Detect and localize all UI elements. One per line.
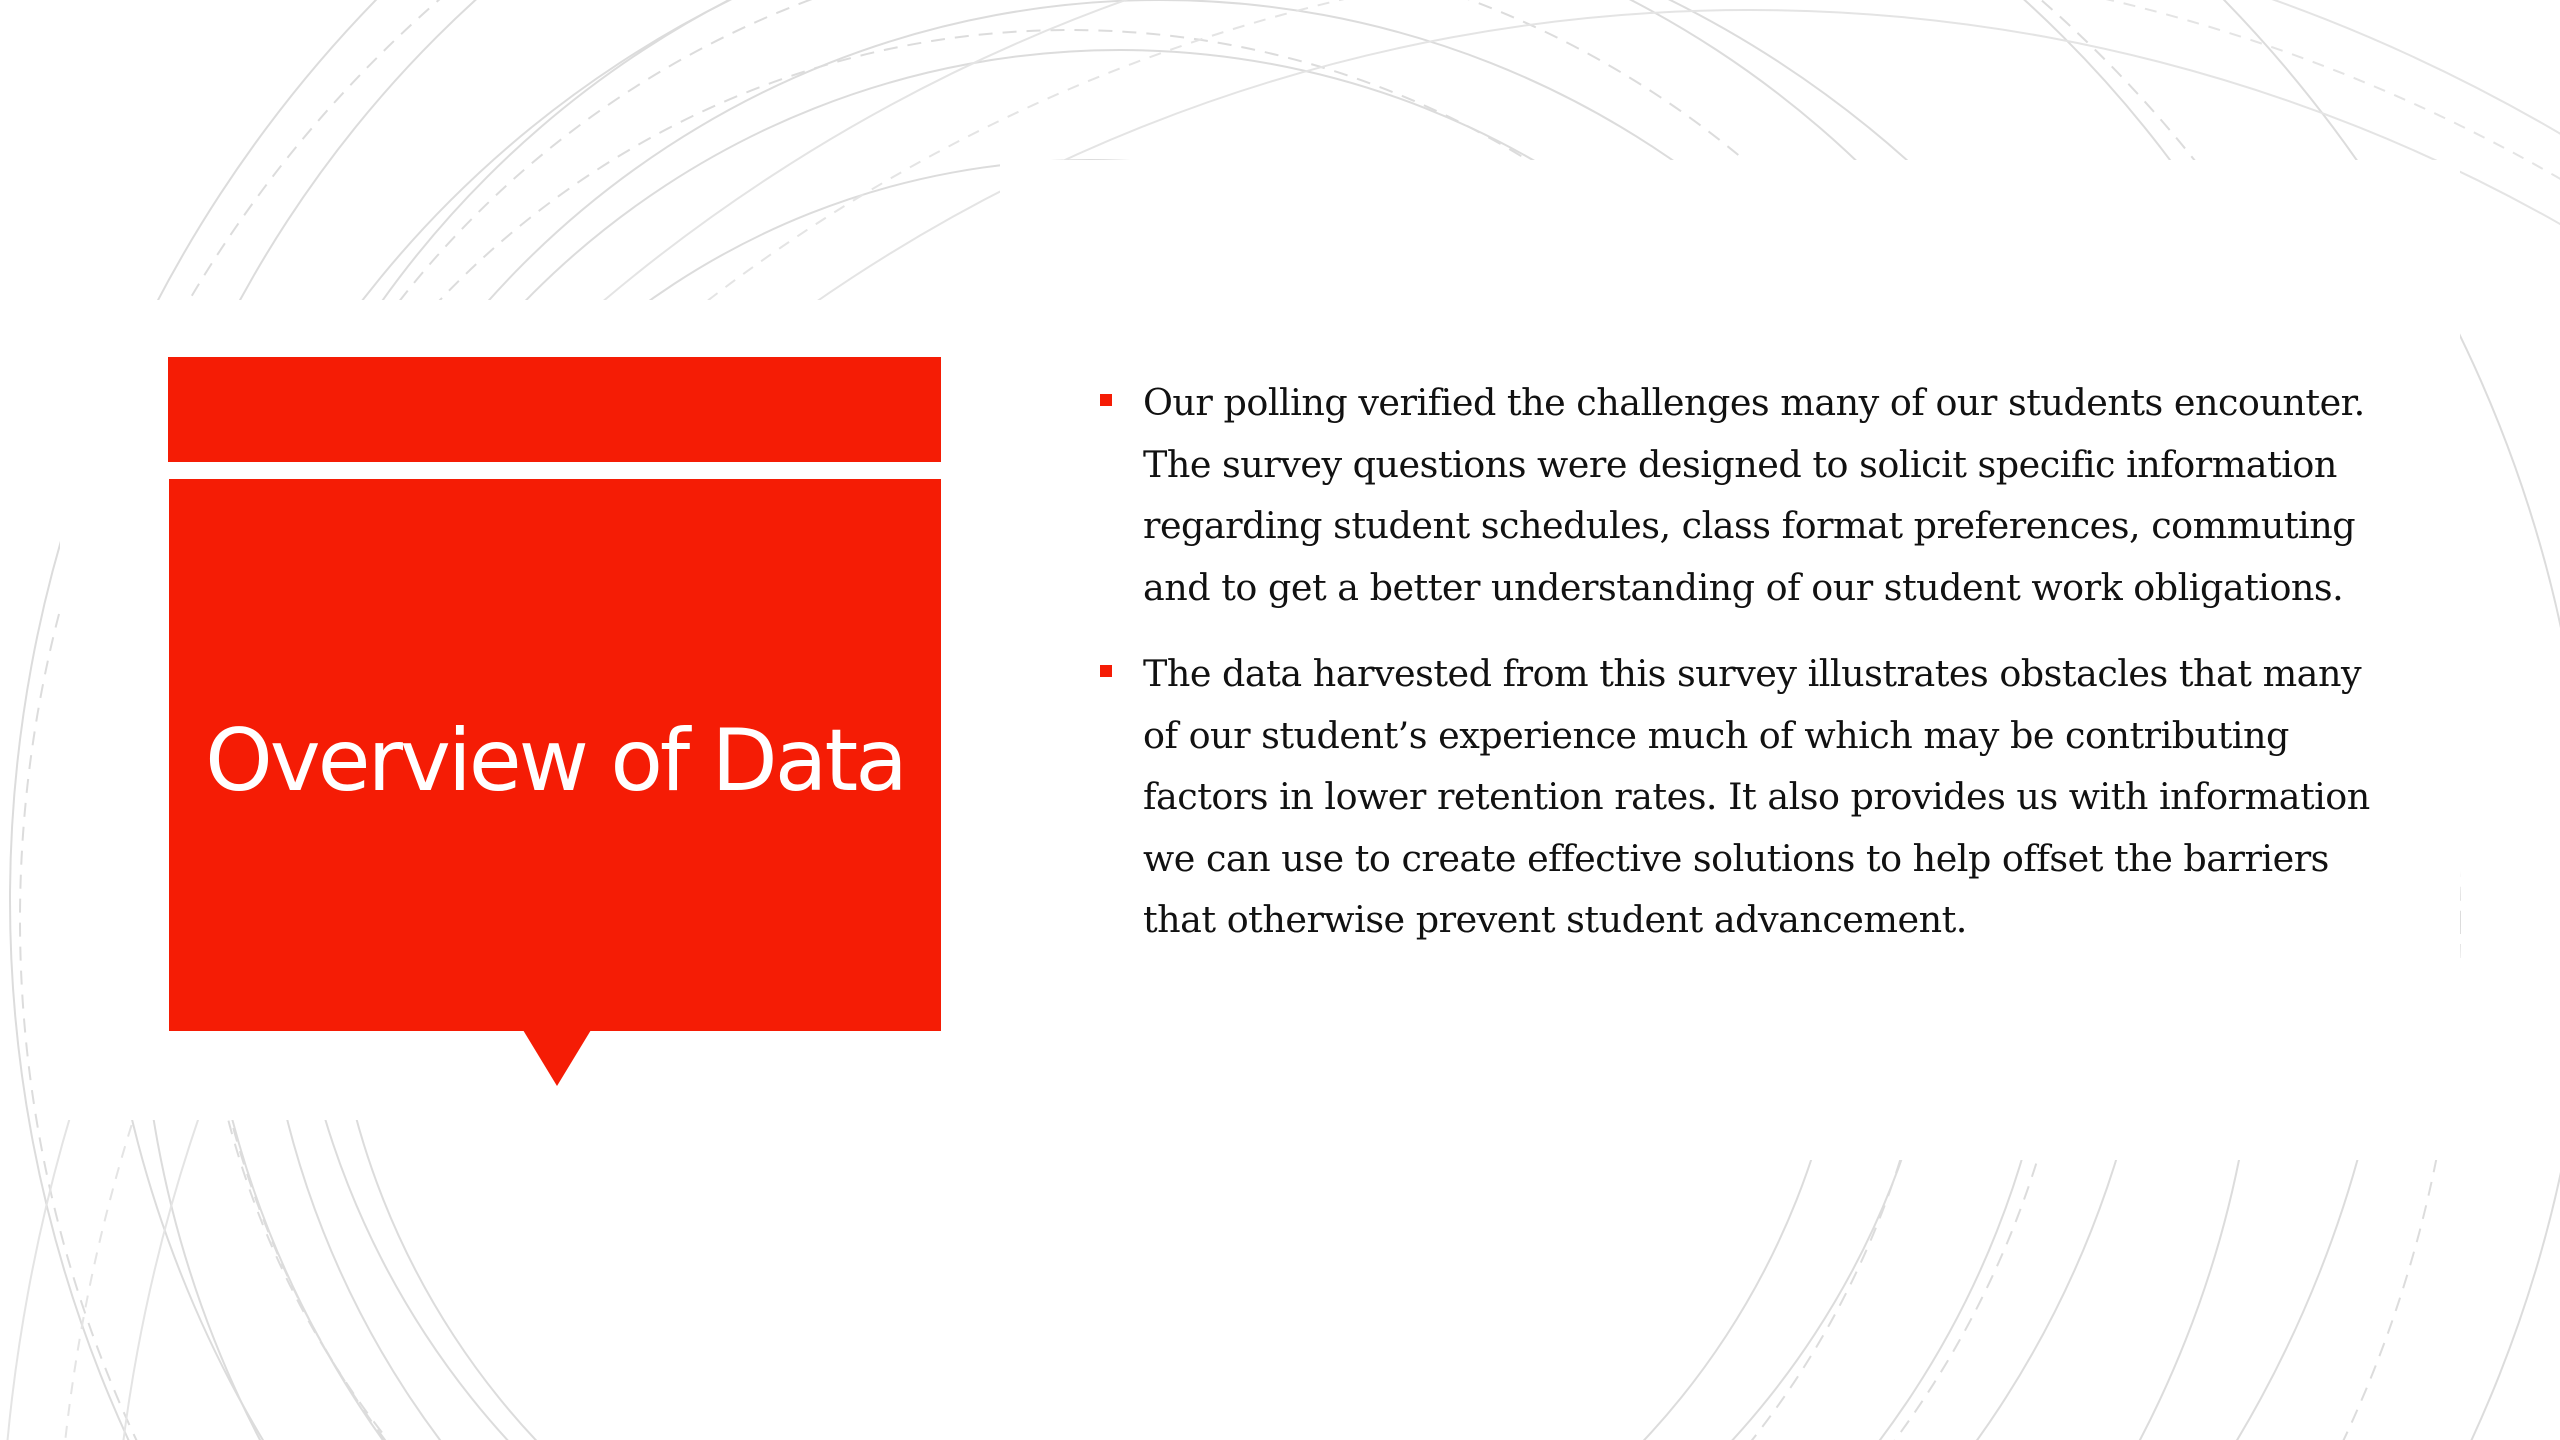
title-accent-bar <box>168 357 941 462</box>
bullet-text: The data harvested from this survey illustrates obstacles that many of our student’s experience much of which may be contributing factors in lower retention rates. It also provides us with information we can use to create effective solutions to help offset the barriers that otherwise prevent student advancement. <box>1143 652 2370 941</box>
bullet-text: Our polling verified the challenges many of our students encounter. The survey questions were designed to solicit specific information regarding student schedules, class format preferences, commuting and to get a better understanding of our student work obligations. <box>1143 381 2365 609</box>
square-bullet-icon <box>1100 665 1112 677</box>
title-box-pointer <box>523 1030 591 1086</box>
bullet-item-2[interactable] <box>1095 643 2395 951</box>
title-box <box>169 479 941 1031</box>
bullet-item-1[interactable] <box>1095 372 2395 618</box>
slide-title[interactable]: Overview of Data <box>205 711 905 811</box>
square-bullet-icon <box>1100 394 1112 406</box>
content-placeholder[interactable] <box>1095 372 2395 976</box>
